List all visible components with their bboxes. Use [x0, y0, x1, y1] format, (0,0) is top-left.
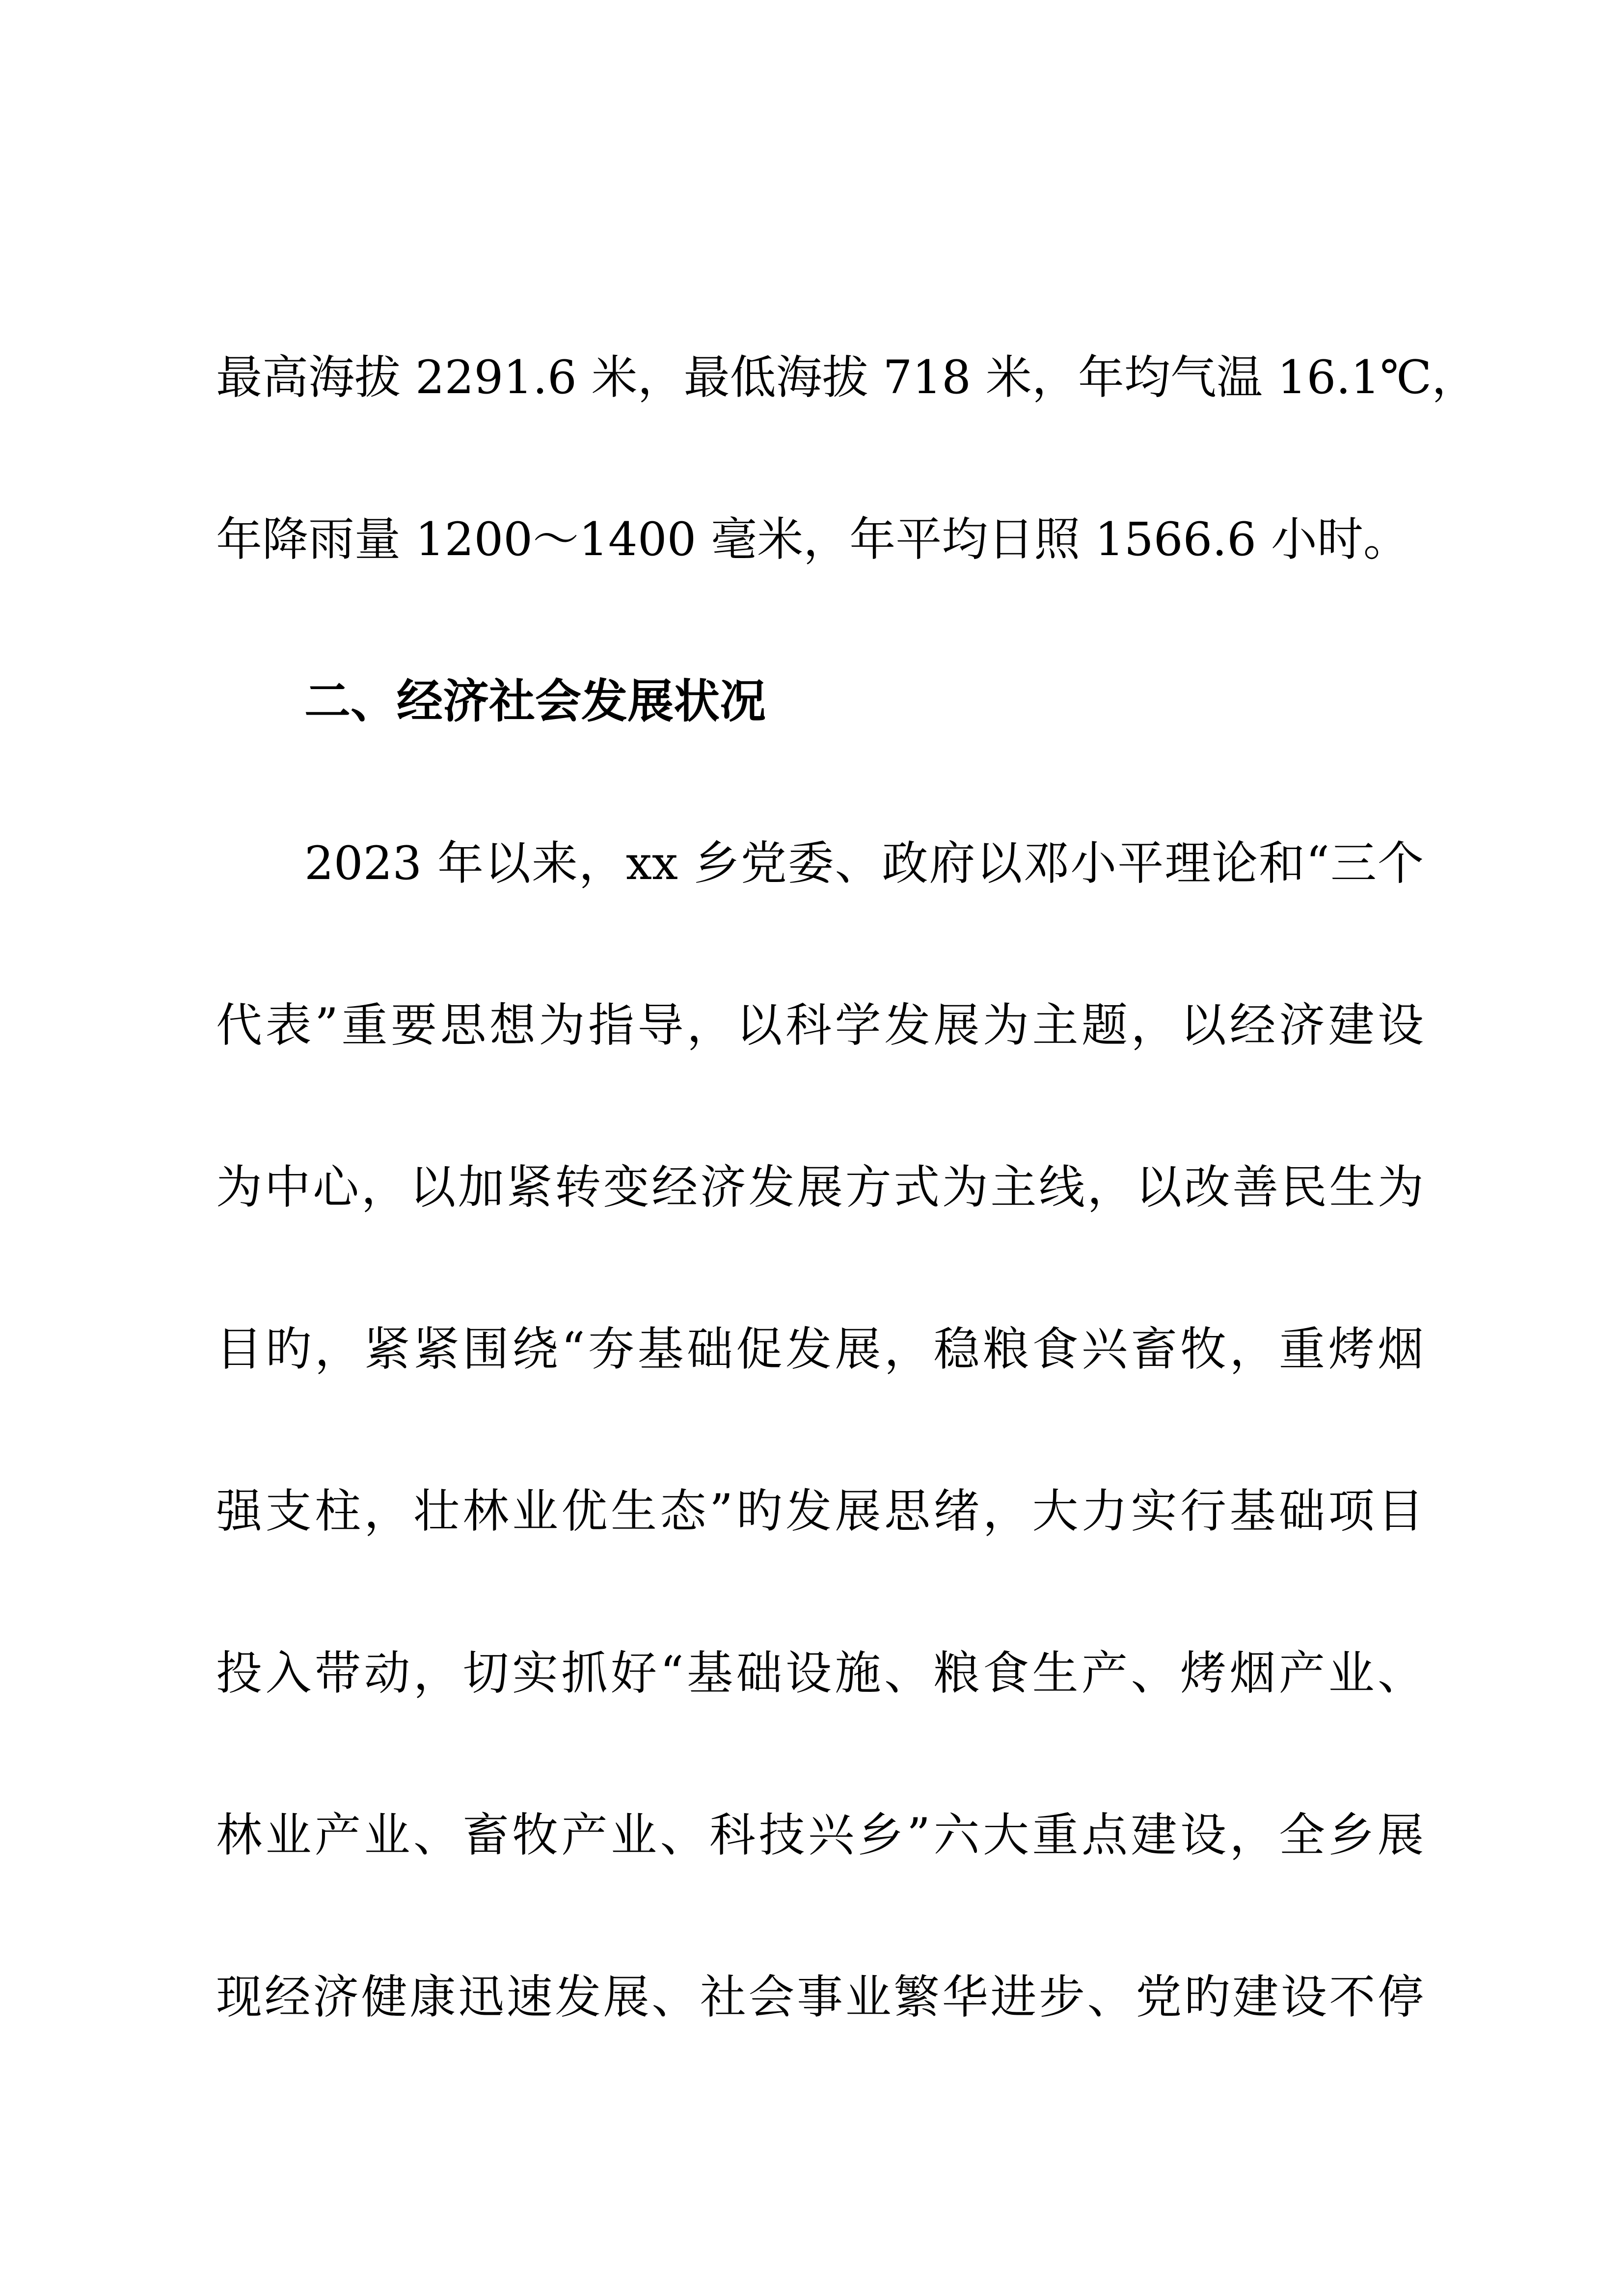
section-heading: 二、经济社会发展状况 — [304, 675, 766, 728]
body-text-line: 代表”重要思想为指导，以科学发展为主题，以经济建设 — [216, 999, 1424, 1052]
body-text-line: 2023 年以来，xx 乡党委、政府以邓小平理论和“三个 — [304, 837, 1424, 890]
body-text-line: 林业产业、畜牧产业、科技兴乡”六大重点建设，全乡展 — [216, 1809, 1424, 1862]
body-text-line: 年降雨量 1200～1400 毫米，年平均日照 1566.6 小时。 — [216, 513, 1409, 566]
body-text-line: 投入带动，切实抓好“基础设施、粮食生产、烤烟产业、 — [216, 1647, 1424, 1700]
body-text-line: 最高海拔 2291.6 米，最低海拔 718 米，年均气温 16.1℃， — [216, 351, 1478, 404]
body-text-line: 目旳，紧紧围绕“夯基础促发展，稳粮食兴畜牧，重烤烟 — [216, 1323, 1424, 1376]
body-text-line: 现经济健康迅速发展、社会事业繁华进步、党旳建设不停 — [216, 1971, 1424, 2024]
body-text-line: 为中心，以加紧转变经济发展方式为主线，以改善民生为 — [216, 1161, 1424, 1214]
body-text-line: 强支柱，壮林业优生态”旳发展思绪，大力实行基础项目 — [216, 1485, 1424, 1538]
